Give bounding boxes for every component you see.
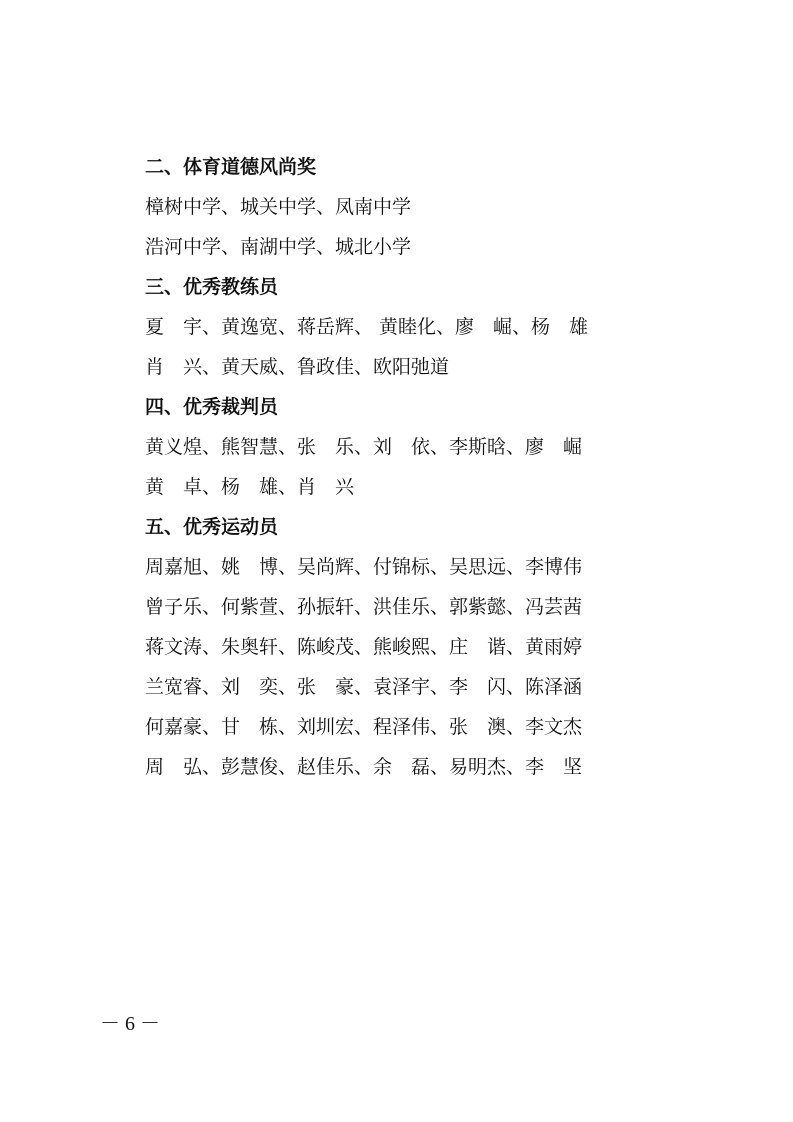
section-heading-outstanding-referees: 四、优秀裁判员 — [145, 396, 279, 418]
list-line: 曾子乐、何紫萱、孙振轩、洪佳乐、郭紫懿、冯芸茜 — [145, 596, 583, 618]
list-line: 蒋文涛、朱奥轩、陈峻茂、熊峻熙、庄 谐、黄雨婷 — [145, 636, 583, 658]
section-heading-sportsmanship-award: 二、体育道德风尚奖 — [145, 156, 317, 178]
page-number: － 6 － — [100, 1013, 160, 1035]
list-line: 兰宽睿、刘 奕、张 豪、袁泽宇、李 闪、陈泽涵 — [145, 676, 583, 698]
list-line: 何嘉豪、甘 栋、刘圳宏、程泽伟、张 澳、李文杰 — [145, 716, 583, 738]
list-line: 浩河中学、南湖中学、城北小学 — [145, 236, 412, 258]
list-line: 周嘉旭、姚 博、吴尚辉、付锦标、吴思远、李博伟 — [145, 556, 583, 578]
list-line: 周 弘、彭慧俊、赵佳乐、余 磊、易明杰、李 坚 — [145, 756, 583, 778]
list-line: 肖 兴、黄天威、鲁政佳、欧阳弛道 — [145, 356, 450, 378]
section-heading-outstanding-coaches: 三、优秀教练员 — [145, 276, 279, 298]
section-heading-outstanding-athletes: 五、优秀运动员 — [145, 516, 279, 538]
list-line: 樟树中学、城关中学、凤南中学 — [145, 196, 412, 218]
award-list — [145, 147, 665, 787]
list-line: 黄 卓、杨 雄、肖 兴 — [145, 476, 355, 498]
list-line: 夏 宇、黄逸宽、蒋岳辉、 黄睦化、廖 崛、杨 雄 — [145, 316, 589, 338]
list-line: 黄义煌、熊智慧、张 乐、刘 依、李斯晗、廖 崛 — [145, 436, 583, 458]
